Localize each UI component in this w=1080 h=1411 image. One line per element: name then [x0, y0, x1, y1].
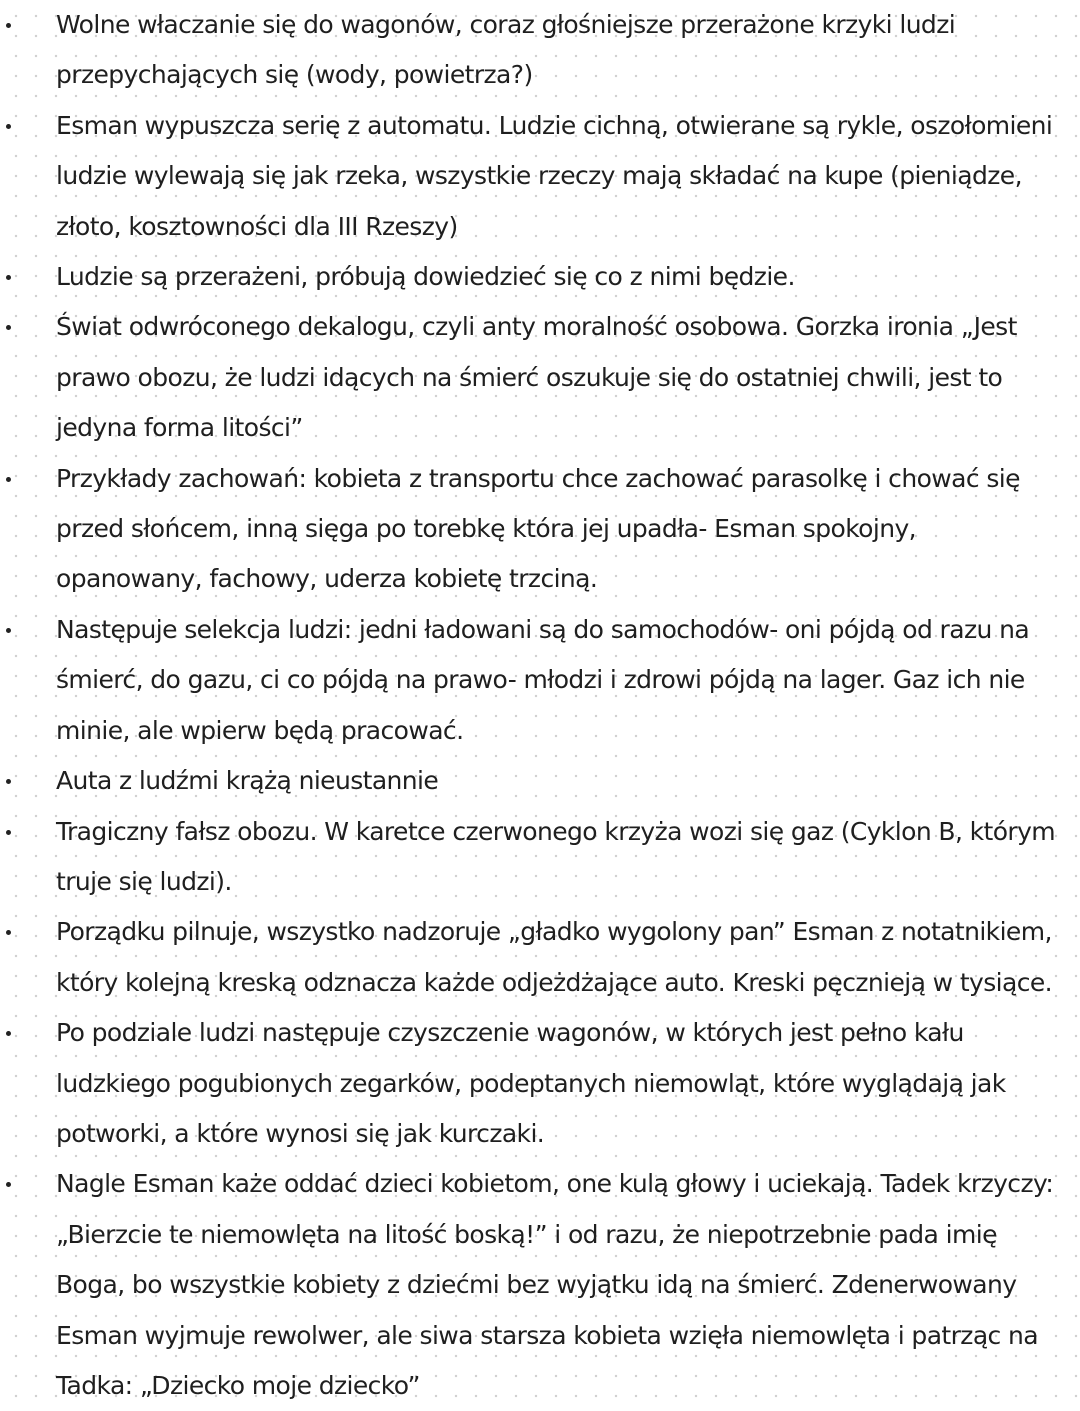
note-text: Następuje selekcja ludzi: jedni ładowani są do samochodów- oni pójdą od razu na śmierć, do gazu, ci co pójdą na prawo- młodzi i zdrowi pójdą na lager. Gaz ich nie minie, ale wpierw będą pracować.	[56, 614, 1030, 745]
note-text: Ludzie są przerażeni, próbują dowiedzieć się co z nimi będzie.	[56, 262, 795, 292]
note-text: Wolne właczanie się do wagonów, coraz głośniejsze przerażone krzyki ludzi przepychających się (wody, powietrza?)	[56, 10, 956, 90]
list-item	[0, 0, 1080, 101]
list-item	[0, 756, 1080, 806]
list-item	[0, 454, 1080, 605]
list-item	[0, 1159, 1080, 1411]
list-item	[0, 252, 1080, 302]
note-text: Esman wypuszcza serię z automatu. Ludzie cichną, otwierane są rykle, oszołomieni ludzie wylewają się jak rzeka, wszystkie rzeczy mają składać na kupe (pieniądze, złoto, kosztowności dla III Rzeszy)	[56, 110, 1053, 241]
note-text: Nagle Esman każe oddać dzieci kobietom, one kulą głowy i uciekają. Tadek krzyczy: „Bierzcie te niemowlęta na litość boską!” i od razu, że niepotrzebnie pada imię Boga, bo wszystkie kobiety z dziećmi bez wyjątku idą na śmierć. Zdenerwowany Esman wyjmuje rewolwer, ale siwa starsza kobieta wzięła niemowlęta i patrząc na Tadka: „Dziecko moje dziecko”	[56, 1169, 1054, 1400]
note-text: Przykłady zachowań: kobieta z transportu chce zachować parasolkę i chować się przed słońcem, inną sięga po torebkę która jej upadła- Esman spokojny, opanowany, fachowy, uderza kobietę trzciną.	[56, 463, 1020, 594]
list-item	[0, 907, 1080, 1008]
note-text: Porządku pilnuje, wszystko nadzoruje „gładko wygolony pan” Esman z notatnikiem, który kolejną kreską odznacza każde odjeżdżające auto. Kreski pęcznieją w tysiące.	[56, 917, 1053, 997]
list-item	[0, 807, 1080, 908]
note-text: Świat odwróconego dekalogu, czyli anty moralność osobowa. Gorzka ironia „Jest prawo obozu, że ludzi idących na śmierć oszukuje się do ostatniej chwili, jest to jedyna forma litości”	[56, 312, 1017, 443]
note-text: Auta z ludźmi krążą nieustannie	[56, 766, 439, 796]
list-item	[0, 605, 1080, 756]
list-item	[0, 1008, 1080, 1159]
list-item	[0, 302, 1080, 453]
note-text: Tragiczny fałsz obozu. W karetce czerwonego krzyża wozi się gaz (Cyklon B, którym truje się ludzi).	[56, 816, 1056, 896]
list-item	[0, 101, 1080, 252]
note-text: Po podziale ludzi następuje czyszczenie wagonów, w których jest pełno kału ludzkiego pogubionych zegarków, podeptanych niemowląt, które wyglądają jak potworki, a które wynosi się jak kurczaki.	[56, 1018, 1006, 1148]
